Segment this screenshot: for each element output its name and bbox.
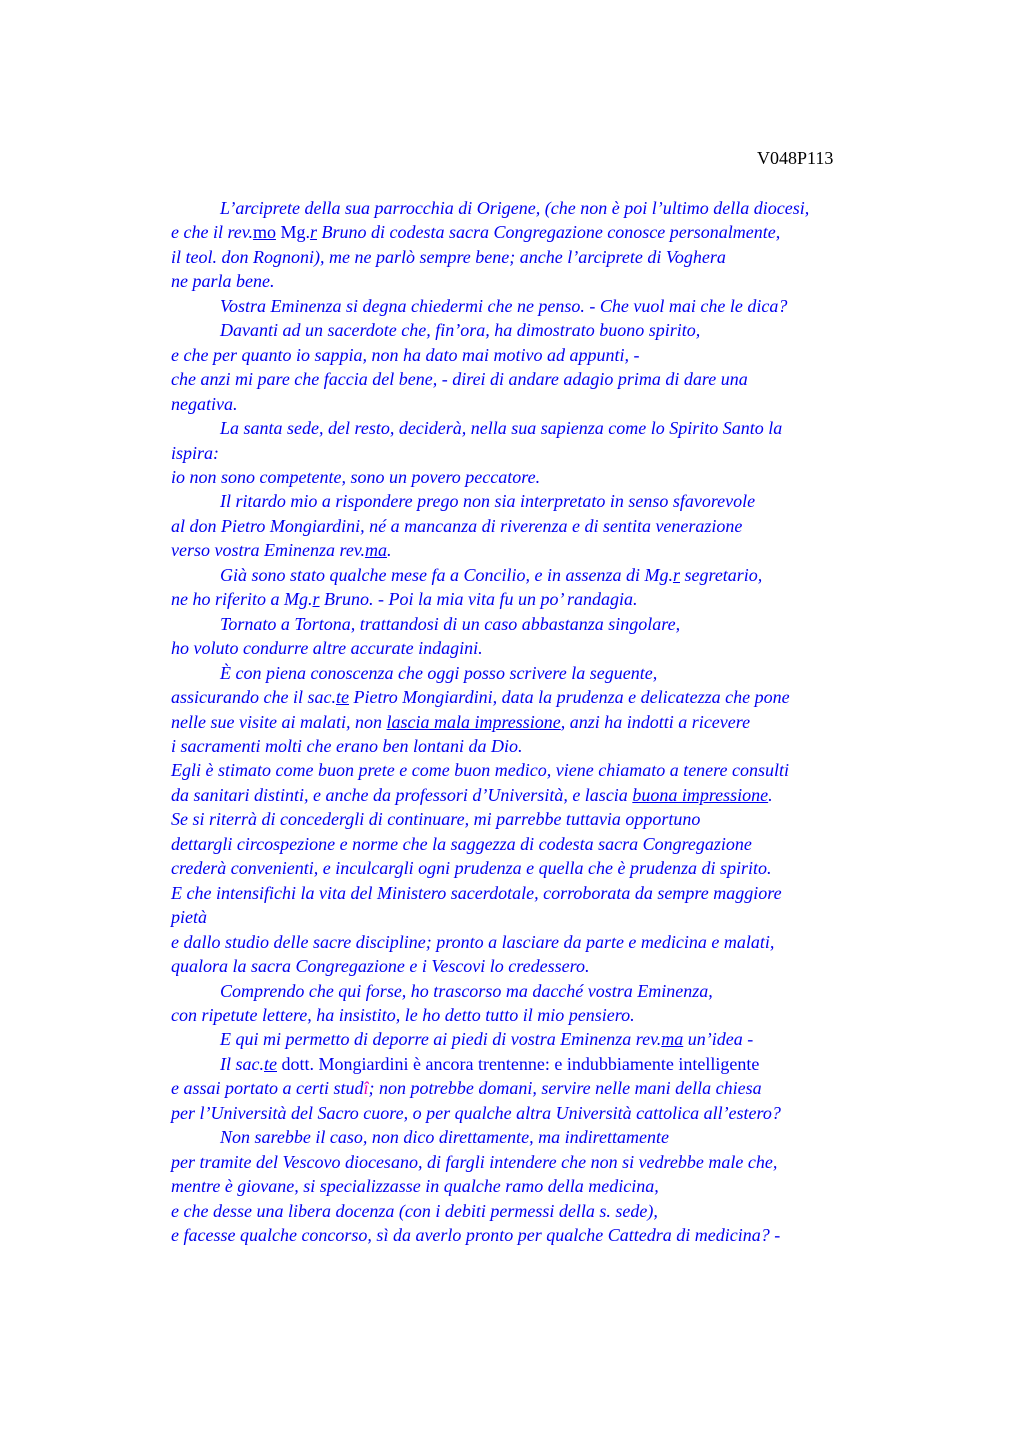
text-segment: E che intensifichi la vita del Ministero sacerdotale, corroborata da sempre maggiore bbox=[171, 882, 782, 903]
text-segment: Il ritardo mio a rispondere prego non sia interpretato in senso sfavorevole bbox=[220, 491, 756, 512]
text-segment: Vostra Eminenza si degna chiedermi che ne penso. - Che vuol mai che le dica? bbox=[220, 295, 788, 316]
text-line bbox=[171, 930, 911, 954]
text-segment: e facesse qualche concorso, sì da averlo pronto per qualche Cattedra di medicina? - bbox=[171, 1225, 781, 1246]
text-segment: mo bbox=[252, 222, 276, 243]
text-line bbox=[171, 245, 911, 269]
text-line bbox=[171, 832, 911, 856]
text-segment: e che desse una libera docenza (con i debiti permessi della s. sede), bbox=[171, 1200, 658, 1221]
text-segment: crederà convenienti, e inculcargli ogni prudenza e quella che è prudenza di spirito. bbox=[171, 858, 772, 879]
text-segment: nelle sue visite ai malati, non bbox=[171, 711, 387, 732]
text-line bbox=[171, 734, 911, 758]
text-line bbox=[171, 220, 911, 244]
text-segment: Egli è stimato come buon prete e come buon medico, viene chiamato a tenere consulti bbox=[171, 760, 789, 781]
text-segment: un’idea - bbox=[683, 1029, 754, 1050]
text-segment: per tramite del Vescovo diocesano, di fargli intendere che non si vedrebbe male che, bbox=[171, 1151, 778, 1172]
text-segment: r bbox=[672, 564, 680, 585]
text-segment: e assai portato a certi stud bbox=[171, 1078, 364, 1099]
text-line bbox=[171, 587, 911, 611]
text-line bbox=[171, 489, 911, 513]
text-line bbox=[171, 465, 911, 489]
text-segment: r bbox=[312, 589, 320, 610]
text-segment: E qui mi permetto di deporre ai piedi di vostra Eminenza rev. bbox=[220, 1029, 662, 1050]
text-segment: segretario, bbox=[679, 564, 763, 585]
text-segment: ho voluto condurre altre accurate indagini. bbox=[171, 638, 483, 659]
text-segment: î bbox=[363, 1078, 369, 1099]
text-segment: mentre è giovane, si specializzasse in qualche ramo della medicina, bbox=[171, 1176, 659, 1197]
text-segment: che anzi mi pare che faccia del bene, - direi di andare adagio prima di dare una bbox=[171, 369, 748, 390]
page-identifier: V048P113 bbox=[757, 148, 834, 168]
text-segment: i sacramenti molti che erano ben lontani da Dio. bbox=[171, 735, 523, 756]
text-line bbox=[171, 979, 911, 1003]
text-segment: Tornato a Tortona, trattandosi di un caso abbastanza singolare, bbox=[220, 613, 681, 634]
text-line bbox=[171, 783, 911, 807]
text-segment: Già sono stato qualche mese fa a Concilio, e in assenza di Mg. bbox=[220, 564, 673, 585]
text-segment: verso vostra Eminenza rev. bbox=[171, 540, 365, 561]
text-segment: e dallo studio delle sacre discipline; pronto a lasciare da parte e medicina e malati, bbox=[171, 931, 775, 952]
text-segment: il teol. don Rognoni), me ne parlò sempre bene; anche l’arciprete di Voghera bbox=[171, 246, 726, 267]
text-line bbox=[171, 758, 911, 782]
text-segment: . bbox=[386, 540, 392, 561]
text-segment: L’arciprete della sua parrocchia di Origene, (che non è poi l’ultimo della diocesi, bbox=[220, 198, 810, 218]
text-line bbox=[171, 1101, 911, 1125]
letter-body bbox=[171, 196, 911, 1247]
text-segment: da sanitari distinti, e anche da professori d’Università, e lascia bbox=[171, 784, 633, 805]
text-line bbox=[171, 954, 911, 978]
text-segment: pietà bbox=[171, 907, 207, 928]
text-segment: ; non potrebbe domani, servire nelle mani della chiesa bbox=[368, 1078, 762, 1099]
text-line bbox=[171, 807, 911, 831]
text-segment: dott. Mongiardini è ancora trentenne: e indubbiamente intelligente bbox=[277, 1053, 760, 1074]
text-segment: te bbox=[335, 687, 349, 708]
text-segment: r bbox=[309, 222, 317, 243]
text-line bbox=[171, 710, 911, 734]
text-segment: assicurando che il sac. bbox=[171, 687, 336, 708]
text-segment: qualora la sacra Congregazione e i Vescovi lo credessero. bbox=[171, 956, 590, 977]
text-line bbox=[171, 1076, 911, 1100]
text-line bbox=[171, 441, 911, 465]
text-segment: ma bbox=[661, 1029, 684, 1050]
text-line bbox=[171, 1052, 911, 1076]
text-line bbox=[171, 563, 911, 587]
text-line bbox=[171, 1150, 911, 1174]
text-segment: per l’Università del Sacro cuore, o per qualche altra Università cattolica all’estero? bbox=[171, 1102, 781, 1123]
text-segment: Mg. bbox=[275, 222, 310, 243]
text-line bbox=[171, 612, 911, 636]
text-segment: lascia mala impressione bbox=[386, 711, 561, 732]
text-line bbox=[171, 1199, 911, 1223]
text-segment: e che per quanto io sappia, non ha dato mai motivo ad appunti, - bbox=[171, 344, 640, 365]
text-segment: Se si riterrà di concedergli di continuare, mi parrebbe tuttavia opportuno bbox=[171, 809, 701, 830]
text-segment: ma bbox=[364, 540, 387, 561]
text-segment: , anzi ha indotti a ricevere bbox=[560, 711, 751, 732]
text-line bbox=[171, 269, 911, 293]
text-segment: Il sac. bbox=[220, 1053, 264, 1074]
text-segment: . bbox=[768, 784, 773, 805]
text-line bbox=[171, 416, 911, 440]
text-line bbox=[171, 905, 911, 929]
text-line bbox=[171, 294, 911, 318]
text-segment: La santa sede, del resto, deciderà, nella sua sapienza come lo Spirito Santo la bbox=[220, 418, 783, 439]
text-line bbox=[171, 881, 911, 905]
text-segment: Comprendo che qui forse, ho trascorso ma dacché vostra Eminenza, bbox=[220, 980, 713, 1001]
text-segment: Bruno di codesta sacra Congregazione conosce personalmente, bbox=[317, 222, 781, 243]
text-segment: io non sono competente, sono un povero peccatore. bbox=[171, 466, 541, 487]
text-segment: Non sarebbe il caso, non dico direttamente, ma indirettamente bbox=[220, 1127, 669, 1148]
text-line bbox=[171, 196, 911, 220]
text-line bbox=[171, 514, 911, 538]
text-segment: ispira: bbox=[171, 442, 220, 463]
text-line bbox=[171, 661, 911, 685]
text-line bbox=[171, 343, 911, 367]
text-line bbox=[171, 392, 911, 416]
text-line bbox=[171, 318, 911, 342]
text-line bbox=[171, 1174, 911, 1198]
text-line bbox=[171, 1223, 911, 1247]
text-line bbox=[171, 367, 911, 391]
text-segment: È con piena conoscenza che oggi posso scrivere la seguente, bbox=[220, 662, 658, 683]
text-segment: te bbox=[264, 1053, 277, 1074]
text-segment: ne parla bene. bbox=[171, 271, 275, 292]
text-segment: Bruno. - Poi la mia vita fu un po’ randagia. bbox=[319, 589, 638, 610]
text-segment: ne ho riferito a Mg. bbox=[171, 589, 313, 610]
text-line bbox=[171, 856, 911, 880]
text-line bbox=[171, 1125, 911, 1149]
text-segment: Pietro Mongiardini, data la prudenza e delicatezza che pone bbox=[348, 687, 790, 708]
text-segment: buona impressione bbox=[632, 784, 769, 805]
text-segment: e che il rev. bbox=[171, 222, 253, 243]
text-line bbox=[171, 1027, 911, 1051]
text-line bbox=[171, 538, 911, 562]
text-line bbox=[171, 636, 911, 660]
text-line bbox=[171, 1003, 911, 1027]
text-segment: negativa. bbox=[171, 393, 238, 414]
text-segment: Davanti ad un sacerdote che, fin’ora, ha dimostrato buono spirito, bbox=[220, 320, 701, 341]
text-segment: dettargli circospezione e norme che la saggezza di codesta sacra Congregazione bbox=[171, 833, 752, 854]
text-segment: al don Pietro Mongiardini, né a mancanza di riverenza e di sentita venerazione bbox=[171, 515, 743, 536]
text-line bbox=[171, 685, 911, 709]
text-segment: con ripetute lettere, ha insistito, le ho detto tutto il mio pensiero. bbox=[171, 1004, 635, 1025]
